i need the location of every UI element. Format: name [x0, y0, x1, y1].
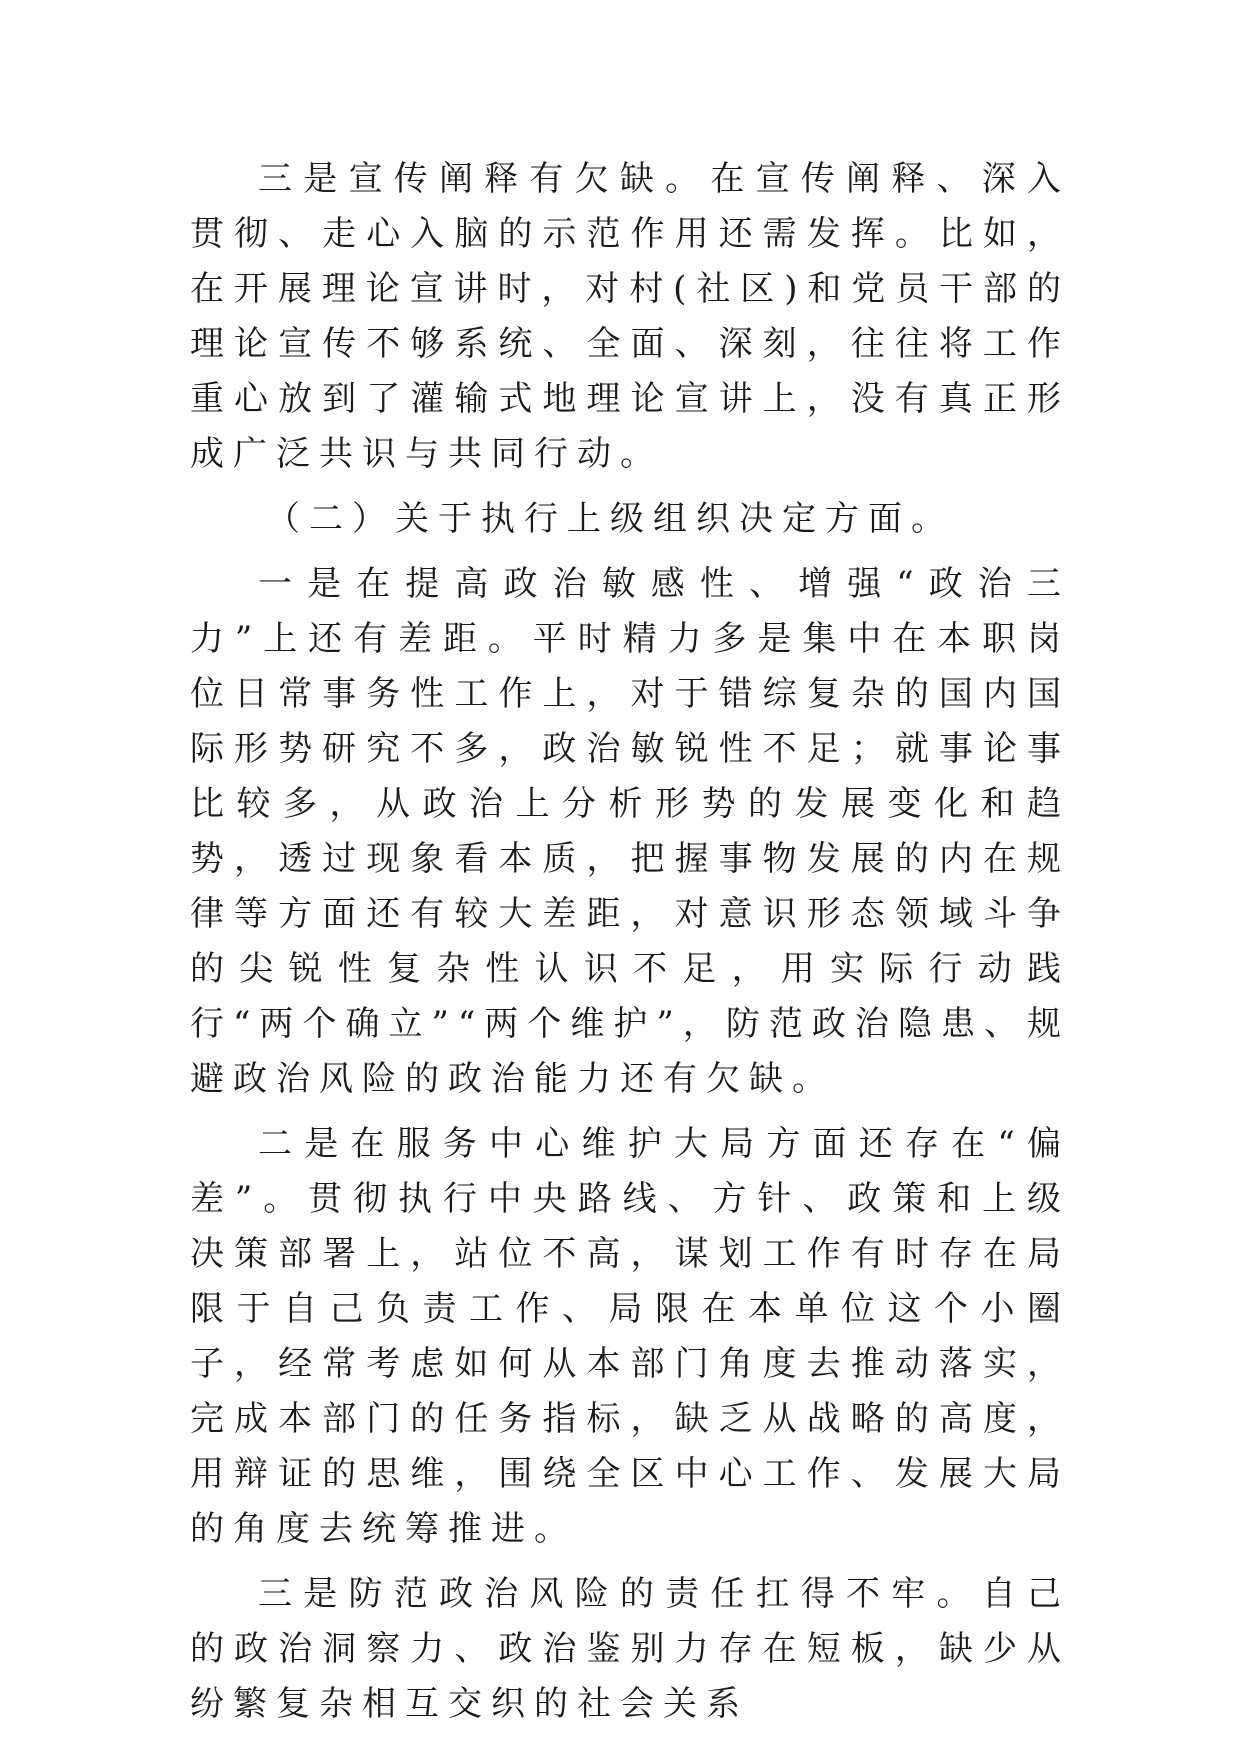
paragraph-propaganda-deficiency: 三是宣传阐释有欠缺。在宣传阐释、深入贯彻、走心入脑的示范作用还需发挥。比如，在开展理论宣讲时，对村(社区)和党员干部的理论宣传不够系统、全面、深刻，往往将工作重心放到了灌输式地理论宣讲上，没有真正形成广泛共识与共同行动。	[190, 159, 1070, 474]
paragraph-serving-overall-situation: 二是在服务中心维护大局方面还存在“偏差”。贯彻执行中央路线、方针、政策和上级决策部署上，站位不高，谋划工作有时存在局限于自己负责工作、局限在本单位这个小圈子，经常考虑如何从本部门角度去推动落实，完成本部门的任务指标，缺乏从战略的高度，用辩证的思维，围绕全区中心工作、发展大局的角度去统筹推进。	[190, 1124, 1070, 1549]
document-body	[190, 152, 1070, 1742]
paragraph-political-risk-prevention: 三是防范政治风险的责任扛得不牢。自己的政治洞察力、政治鉴别力存在短板，缺少从纷繁复杂相互交织的社会关系	[190, 1574, 1070, 1724]
paragraph-political-sensitivity: 一是在提高政治敏感性、增强“政治三力”上还有差距。平时精力多是集中在本职岗位日常事务性工作上，对于错综复杂的国内国际形势研究不多，政治敏锐性不足；就事论事比较多，从政治上分析形势的发展变化和趋势，透过现象看本质，把握事物发展的内在规律等方面还有较大差距，对意识形态领域斗争的尖锐性复杂性认识不足，用实际行动践行“两个确立”“两个维护”，防范政治隐患、规避政治风险的政治能力还有欠缺。	[190, 564, 1070, 1099]
section-heading-executing-decisions: （二）关于执行上级组织决定方面。	[266, 499, 954, 539]
